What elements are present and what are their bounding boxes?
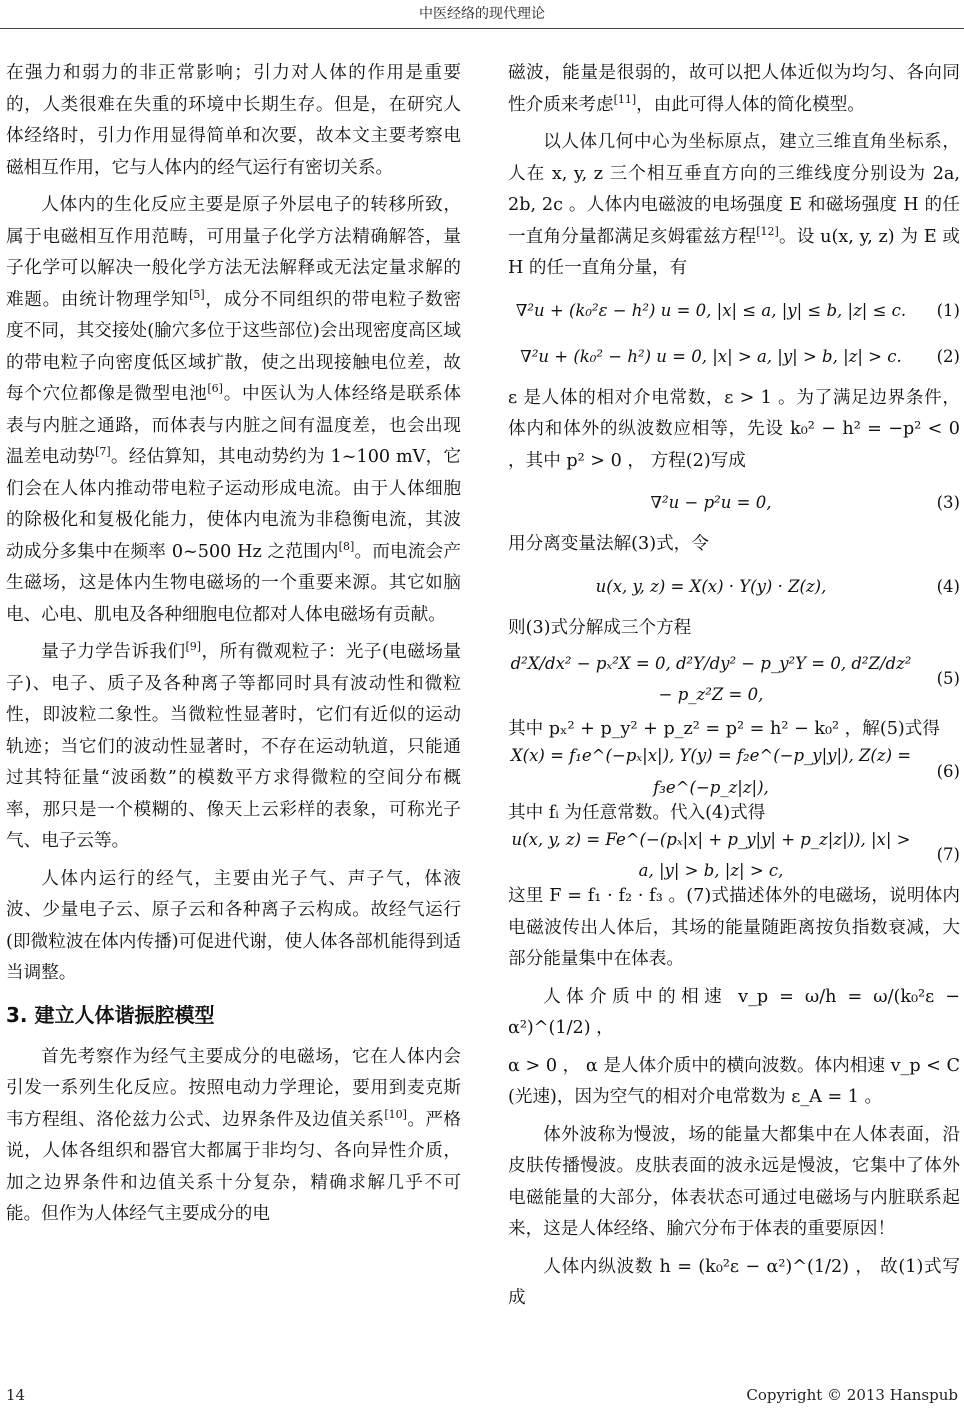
- page-number: 14: [6, 1386, 26, 1404]
- paragraph: 其中 pₓ² + p_y² + p_z² = p² = h² − k₀² ，解(5)式得: [508, 719, 940, 739]
- equation-body: ∇²u − p²u = 0,: [650, 493, 772, 513]
- equation-body: u(x, y, z) = Fe^(−(pₓ|x| + p_y|y| + p_z|z|)), |x| > a, |y| > b, |z| > c,: [511, 829, 911, 880]
- citation-ref: [6]: [207, 382, 223, 396]
- copyright-notice: Copyright © 2013 Hanspub: [746, 1386, 958, 1404]
- paragraph: 量子力学告诉我们[9]，所有微观粒子：光子(电磁场量子)、电子、质子及各种离子等都同时具有波动性和微粒性，即波粒二象性。当微粒性显著时，它们有近似的运动轨迹；当它们的波动性显著时，不存在运动轨道，只能通过其特征量“波函数”的模数平方求得微粒的空间分布概率，那只是一个模糊的、像天上云彩样的表象，可称光子气、电子云等。: [6, 640, 461, 851]
- paragraph: 在强力和弱力的非正常影响；引力对人体的作用是重要的，人类很难在失重的环境中长期生存。但是，在研究人体经络时，引力作用显得简单和次要，故本文主要考察电磁相互作用，它与人体内的经气运行有密切关系。: [6, 63, 461, 178]
- left-column: [6, 58, 461, 1237]
- paragraph: ε 是人体的相对介电常数，ε > 1 。为了满足边界条件，体内和体外的纵波数应相等，先设 k₀² − h² = −p² < 0 ，其中 p² > 0 ， 方程(2)写成: [508, 387, 960, 471]
- paragraph: 以人体几何中心为坐标原点，建立三维直角坐标系，人在 x, y, z 三个相互垂直方向的三维线度分别设为 2a, 2b, 2c 。人体内电磁波的电场强度 E 和磁场强度 H 的任一直角分量都满足亥姆霍兹方程[12]。设 u(x, y, z) 为 E 或 H 的任一直角分量，有: [508, 132, 961, 278]
- right-column: [508, 58, 960, 1321]
- equation-number: (6): [936, 761, 960, 781]
- paragraph: 则(3)式分解成三个方程: [508, 617, 692, 638]
- paragraph: 人体内运行的经气，主要由光子气、声子气，体液波、少量电子云、原子云和各种离子云构成。故经气运行(即微粒波在体内传播)可促进代谢，使人体各部机能得到适当调整。: [6, 868, 461, 983]
- header-rule: [0, 28, 964, 29]
- equation-number: (2): [936, 346, 960, 366]
- paragraph: 这里 F = f₁ · f₂ · f₃ 。(7)式描述体外的电磁场，说明体内电磁波传出人体后，其场的能量随距离按负指数衰减，大部分能量集中在体表。: [508, 886, 960, 969]
- equation-body: u(x, y, z) = X(x) · Y(y) · Z(z),: [595, 576, 827, 596]
- equation-6: [508, 746, 960, 797]
- section-heading: 3. 建立人体谐振腔模型: [6, 1002, 215, 1027]
- paragraph: 首先考察作为经气主要成分的电磁场，它在人体内会引发一系列生化反应。按照电动力学理论，要用到麦克斯韦方程组、洛伦兹力公式、边界条件及边值关系[10]。严格说，人体各组织和器官大都属于非均匀、各向异性介质，加之边界条件和边值关系十分复杂，精确求解几乎不可能。但作为人体经气主要成分的电: [6, 1046, 461, 1224]
- citation-ref: [8]: [338, 539, 355, 553]
- equation-body: ∇²u + (k₀²ε − h²) u = 0, |x| ≤ a, |y| ≤ b, |z| ≤ c.: [515, 300, 907, 320]
- paragraph: 磁波，能量是很弱的，故可以把人体近似为均匀、各向同性介质来考虑[11]，由此可得人体的简化模型。: [508, 63, 960, 115]
- equation-body: d²X/dx² − pₓ²X = 0, d²Y/dy² − p_y²Y = 0, d²Z/dz² − p_z²Z = 0,: [510, 653, 912, 704]
- equation-1: [508, 291, 960, 331]
- equation-7: [508, 829, 960, 880]
- equation-number: (3): [936, 493, 960, 513]
- paragraph: 人体内的生化反应主要是原子外层电子的转移所致，属于电磁相互作用范畴，可用量子化学方法精确解答，量子化学可以解决一般化学方法无法解释或无法定量求解的难题。由统计物理学知[5]，成分不同组织的带电粒子数密度不同，其交接处(腧穴多位于这些部位)会出现密度高区域的带电粒子向密度低区域扩散，使之出现接触电位差，故每个穴位都像是微型电池[6]。中医认为人体经络是联系体表与内脏之通路，而体表与内脏之间有温度差，也会出现温差电动势[7]。经估算知，其电动势约为 1~100 mV，它们会在人体内推动带电粒子运动形成电流。由于人体细胞的除极化和复极化能力，使体内电流为非稳衡电流，其波动成分多集中在频率 0~500 Hz 之范围内[8]。而电流会产生磁场，这是体内生物电磁场的一个重要来源。其它如脑电、心电、肌电及各种细胞电位都对人体电磁场有贡献。: [6, 195, 461, 625]
- equation-number: (4): [936, 576, 960, 596]
- equation-number: (7): [936, 845, 960, 865]
- equation-2: [508, 337, 960, 377]
- equation-body: X(x) = f₁e^(−pₓ|x|), Y(y) = f₂e^(−p_y|y|), Z(z) = f₃e^(−p_z|z|),: [510, 746, 912, 797]
- paragraph: 体外波称为慢波，场的能量大都集中在人体表面，沿皮肤传播慢波。皮肤表面的波永远是慢波，它集中了体外电磁能量的大部分，体表状态可通过电磁场与内脏联系起来，这是人体经络、腧穴分布于体表的重要原因！: [508, 1124, 960, 1239]
- equation-3: [508, 483, 960, 523]
- citation-ref: [12]: [756, 224, 779, 238]
- equation-5: [508, 650, 960, 708]
- citation-ref: [5]: [189, 287, 205, 301]
- equation-number: (5): [936, 669, 960, 689]
- paragraph: α > 0 ， α 是人体介质中的横向波数。体内相速 v_p < C (光速)，因为空气的相对介电常数为 ε_A = 1 。: [508, 1055, 960, 1107]
- citation-ref: [9]: [185, 640, 202, 654]
- citation-ref: [7]: [95, 445, 111, 459]
- running-header: 中医经络的现代理论: [419, 6, 545, 22]
- equation-number: (1): [936, 300, 960, 320]
- equation-body: ∇²u + (k₀² − h²) u = 0, |x| > a, |y| > b, |z| > c.: [520, 346, 902, 366]
- citation-ref: [11]: [613, 92, 637, 106]
- citation-ref: [10]: [384, 1107, 407, 1121]
- paragraph: 其中 fᵢ 为任意常数。代入(4)式得: [508, 802, 766, 823]
- equation-4: [508, 567, 960, 607]
- paragraph: 人体内纵波数 h = (k₀²ε − α²)^(1/2) ， 故(1)式写成: [508, 1256, 960, 1308]
- paragraph: 人体介质中的相速 v_p = ω/h = ω/(k₀²ε − α²)^(1/2) ，: [508, 986, 960, 1038]
- paragraph: 用分离变量法解(3)式，令: [508, 534, 709, 554]
